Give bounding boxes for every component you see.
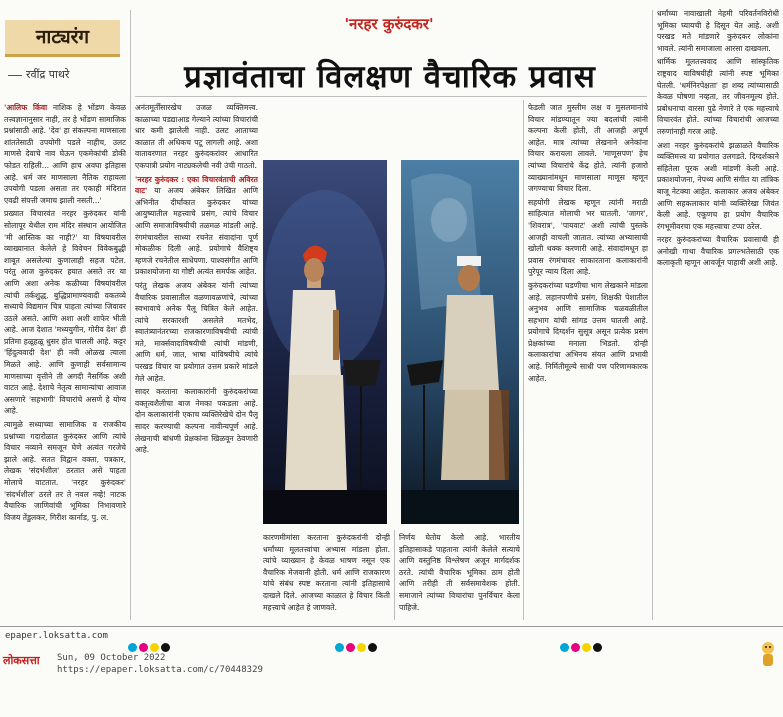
article-column-5 bbox=[528, 102, 648, 622]
paragraph: कारणमीमांसा करताना कुरुंदकरांनी दोन्ही धर्मांच्या मूलतत्त्वांचा अभ्यास मांडला होता. त्यांचे व्याख्यान हे केवळ भाषण नसून एक वैचारिक मेजवानी होती. धर्म आणि राजकारण यांचे संबंध स्पष्ट करताना त्यांनी इतिहासाचे दाखले दिले. आजच्या काळात हे विचार किती महत्त्वाचे आहेत हे जाणवते. bbox=[263, 533, 390, 612]
column-rule bbox=[394, 530, 395, 620]
paragraph: या अजय अंबेकर लिखित आणि अभिनीत दीर्घांकात कुरुंदकर यांच्या आयुष्यातील महत्त्वाचे प्रसंग, त्यांचे विचार आणि समाजाविषयीची तळमळ मांडली आहे. रंगमंचावरील साध्या रचनेत संवादांना पूर्ण मोकळीक दिली आहे. प्रयोगाचे वैशिष्ट्य म्हणजे रचनेतील साधेपणा. पाश्वसंगीत आणि प्रकाशयोजना या गोष्टी अत्यंत समर्पक आहेत. bbox=[135, 186, 258, 277]
headline: प्रज्ञावंताचा विलक्षण वैचारिक प्रवास bbox=[184, 59, 596, 95]
paragraph: फेडली जात मुस्लीम लक्ष व मुसलमानांचे विचार मांडण्यातून ज्या बदलांची त्यांनी कल्पना केली होती, ती आजही अपूर्ण आहेत. मात्र त्यांच्या लेखनाने अनेकांना विचार करायला लावले. 'माणूसपण' हेच त्यांच्या विचारांचे केंद्र होते. त्यांनी हजारो व्याख्यानांमधून माणसाला माणूस म्हणून जगण्याचा विचार दिला. bbox=[528, 103, 648, 194]
article-column-6 bbox=[657, 8, 779, 622]
paragraph: कुरुंदकरांच्या घडणीचा भाग लेखकाने मांडला आहे. लहानपणीचे प्रसंग, शिक्षकी पेशातील अनुभव आणि सामाजिक चळवळीतील सहभाग यांची सांगड उत्तम घातली आहे. प्रयोगाचे दिग्दर्शन सुसूत्र असून प्रत्येक प्रसंग प्रेक्षकांच्या मनाला भिडतो. दोन्ही कलाकारांचा अभिनय संयत आणि प्रभावी आहे. निर्मितीमूल्ये साधी पण परिणामकारक आहेत. bbox=[528, 280, 648, 383]
print-registration-marks bbox=[335, 637, 379, 651]
epaper-site: epaper.loksatta.com bbox=[5, 631, 108, 641]
paragraph: अशा नरहर कुरुंदकरांचे झळाळते वैचारिक व्यक्तिमत्त्व या प्रयोगात उलगडते. दिग्दर्शकाने संहितेला पूरक अशी मांडणी केली आहे. प्रकाशयोजना, नेपथ्य आणि संगीत या तांत्रिक बाजू नेटक्या आहेत. कलाकार अजय अंबेकर आणि सहकलाकार यांनी व्यक्तिरेखा जिवंत केली आहे. एकूणच हा प्रयोग वैचारिक रंगभूमीवरचा एक महत्त्वाचा टप्पा ठरेल. bbox=[657, 140, 779, 231]
paragraph: धर्मांच्या नावाखाली नेहमी परिवर्तनविरोधी भूमिका घ्यायची हे दिसून येत आहे. अशी परखड मते मांडणारे कुरुंदकर लोकांना भावले. त्यांनी समाजाला आरसा दाखवला. bbox=[657, 9, 779, 53]
paragraph: अनंतमूर्तींसारखेच उजळ व्यक्तिमत्त्व. काळाच्या पडद्याआड गेल्याने त्यांच्या विचारांची धार कमी झालेली नाही. उलट आताच्या काळात ती अधिकच पटू लागली आहे. अशा वातावरणात नरहर कुरुंदकरांवर आधारित एकपात्री प्रयोग नाट्यकलेची नवी उंची गाठतो. bbox=[135, 103, 258, 170]
article-column-1 bbox=[4, 102, 126, 622]
print-registration-marks bbox=[560, 637, 604, 651]
column-rule bbox=[523, 100, 524, 620]
author-byline bbox=[8, 67, 126, 82]
paragraph: सहयोगी लेखक म्हणून त्यांनी मराठी साहित्यात मोलाची भर घातली. 'जागर', 'शिवरात्र', 'पायवाट' अशी त्यांची पुस्तके आजही वाचली जातात. त्यांच्या अभ्यासाची खोली थक्क करणारी आहे. संवादांमधून हा प्रवास रंगमंचावर साकारताना कलाकारांनी पुरेपूर न्याय दिला आहे. bbox=[528, 197, 648, 277]
footer-rule bbox=[0, 626, 783, 627]
play-title: 'नरहर कुरुंदकर : एका विचारवंताची अविरत वाट' bbox=[135, 174, 258, 196]
article-url-link[interactable]: https://epaper.loksatta.com/c/70448329 bbox=[57, 665, 263, 675]
stage-photo-1 bbox=[263, 160, 387, 524]
quote-lead: 'आलिफ किंवा bbox=[4, 103, 48, 112]
author-name: रवींद्र पाथरे bbox=[26, 68, 70, 81]
kicker: 'नरहर कुरुंदकर' bbox=[344, 15, 434, 33]
headline-rule bbox=[135, 96, 647, 97]
paragraph: परंतु लेखक अजय अंबेकर यांनी त्यांच्या वैचारिक प्रवासातील वळणावळणांचे, त्यांच्या स्वभावाचे अनेक पैलू चित्रित केले आहेत. त्यांचे सरकारशी असलेले मतभेद, स्वातंत्र्यानंतरच्या राजकारणाविषयीची त्यांची मते, मार्क्सवादाविषयीची त्यांची मांडणी, आणि धर्म, जात, भाषा यांविषयीचे त्यांचे परखड विचार या प्रयोगात उत्तम प्रकारे मांडले गेले आहेत. bbox=[135, 280, 258, 383]
publish-date: Sun, 09 October 2022 bbox=[57, 653, 166, 663]
paragraph: सादर करताना कलाकारांनी कुरुंदकरांच्या वक्तृत्वशैलीचा बाज नेमका पकडला आहे. दोन कलाकारांनी एकाच व्यक्तिरेखेचे दोन पैलू सादर करण्याची कल्पना नावीन्यपूर्ण आहे. लेखनाची बांधणी प्रेक्षकांना खिळवून ठेवणारी आहे. bbox=[135, 387, 258, 455]
paragraph: त्यामुळे सध्याच्या सामाजिक व राजकीय प्रश्नांच्या गदारोळात कुरुंदकर आणि त्यांचे विचार नव्याने समजून घेणे अत्यंत गरजेचे झाले आहे. सतत विद्वान वक्ता, पत्रकार, लेखक 'संदर्भशील' ठरतात असे पाहता मोलाचे वाटतात. 'नरहर कुरुंदकर' 'संदर्भशील' ठरले तर ते नवल नव्हे! नाटक वैचारिक जाणिवांची भूमिका निभावणारे विजय तेंडुलकर, गिरीश कार्नाड, पु. ल. bbox=[4, 420, 126, 522]
paragraph: धार्मिक मूलतत्त्ववाद आणि सांस्कृतिक राष्ट्रवाद याविषयीही त्यांनी स्पष्ट भूमिका घेतली. 'धर्मनिरपेक्षता' हा शब्द त्यांच्यासाठी केवळ घोषणा नव्हता, तर जीवनमूल्य होते. प्रबोधनाचा वारसा पुढे नेणारे ते एक महत्त्वाचे विचारवंत होते. त्यांच्या विचारांची आजच्या तरुणांनाही गरज आहे. bbox=[657, 57, 779, 136]
article-column-3 bbox=[263, 532, 390, 622]
loksatta-logo: लोकसत्ता bbox=[3, 654, 40, 667]
column-rule bbox=[130, 10, 131, 620]
paragraph: प्रख्यात विचारवंत नरहर कुरुंदकर यांनी सोलापूर येथील राम मंदिर संस्थान आयोजित 'मी आस्तिक का नाही?' या विषयावरील व्याख्यानात केलेले हे विवेचन विवेकबुद्धी शाबूत असलेल्या कुणालाही सहज पटेल. परंतु आज कुरुंदकर हयात असते तर या आणि अशा अनेक कळीच्या विषयांवरील त्यांची तर्कशुद्ध, बुद्धिप्रामाण्यवादी वकतव्ये सध्याचे विद्यमान चित्र पाहता त्यांच्या जिवावर उठले असते. आणि अशा अशी शाफेर भीती आहे. आज देशात 'मध्ययुगीन, गोरीव देश' ही प्रतिमा हळूहळू धुसर होत चालली आहे. कट्टर 'हिंदुत्ववादी देश' ही नवी ओळख त्याला मिळते आहे. आणि कुणाही सर्वसामान्य माणसाच्या वृत्तीने ती अगदी नैसर्गिक अशी वाटत आहे. देशाचे नेतृत्व सामान्यांचा आवाज असणारे 'सहभागी' विचारांचे असणे हे योग्य आहे. bbox=[4, 209, 126, 416]
section-tag bbox=[5, 20, 120, 57]
print-registration-marks bbox=[128, 637, 172, 651]
paragraph: नरहर कुरुंदकरांच्या वैचारिक प्रवासाची ही अनोखी गाथा वैचारिक प्रगल्भतेसाठी एक कलाकृती म्हणून आवर्जून पाहावी अशी आहे. bbox=[657, 235, 779, 268]
paragraph: नाशिक हे भोंडण केवळ तत्त्वज्ञानानुसार नाही, तर हे भोंडण सामाजिक प्रश्नांसाठी आहे. 'देव' हा संकल्पना माणसाला शांततेसाठी उपयोगी पडले नाहीच, उलट माणसे देवाचे नाव घेऊन एकमेकांची डोकी फोडत राहिली... आणि हाच अवघा इतिहास आहे. धर्म जर माणसाला नैतिक राहायला उपयोगी पडला असता तर एकाही मंदिरात एवढी संपत्ती जमाच झाली नसती...' bbox=[4, 103, 126, 205]
article-column-2 bbox=[135, 102, 258, 622]
stage-photo-2 bbox=[401, 160, 519, 524]
mascot-icon bbox=[758, 640, 778, 670]
article-column-4 bbox=[399, 532, 520, 622]
paragraph: निर्णय घेतोय केलो आहे. भारतीय इतिहासाकडे पाहताना त्यांनी केलेले सत्याचे आणि वस्तुनिष्ठ विश्लेषण अजून मार्गदर्शक ठरते. त्यांची वैचारिक भूमिका ठाम होती आणि तरीही ती सर्वसमावेशक होती. समाजाने त्यांच्या विचारांचा पुनर्विचार केला पाहिजे. bbox=[399, 533, 520, 612]
column-rule bbox=[652, 10, 653, 620]
section-tag-label: नाट्यरंग bbox=[35, 26, 90, 48]
